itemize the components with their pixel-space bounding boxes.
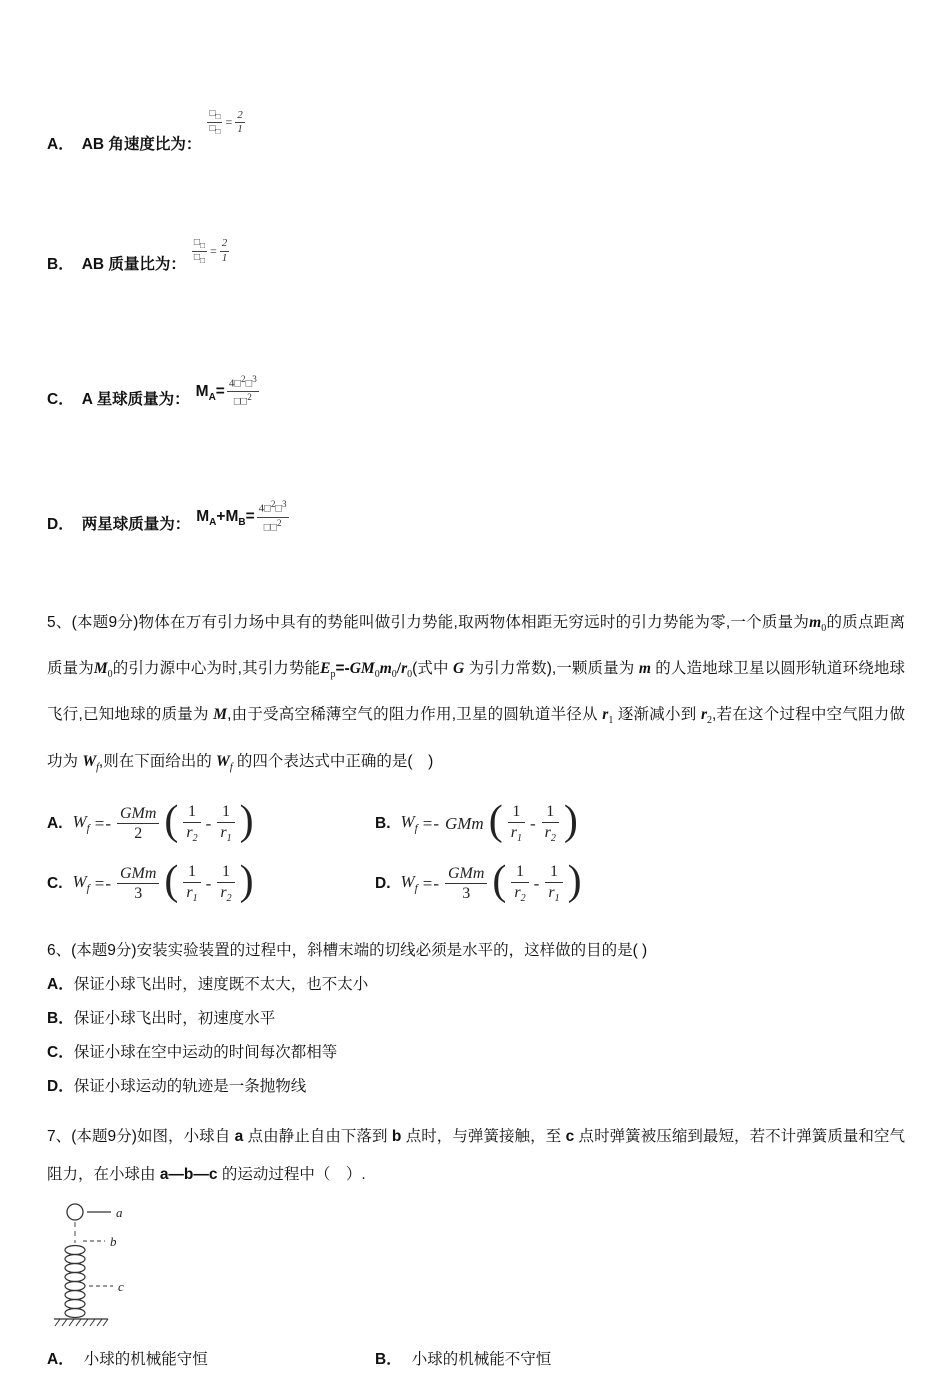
- option-text: 保证小球飞出时，初速度水平: [73, 1009, 276, 1027]
- option-d-total-mass: [47, 477, 905, 543]
- ratio-formula: $□_□$ $□_□$ = $\frac{2}{1}$: [193, 236, 228, 266]
- q5-option-d: [375, 854, 582, 914]
- option-label: A．: [47, 136, 74, 153]
- question-7-text: 7、(本题9分)如图，小球自 a 点由静止自由下落到 b 点时，与弹簧接触，至 c 点时弹簧被压缩到最短，若不计弹簧质量和空气阻力，在小球由 a—b—c 的运动过程中（ ）.: [47, 1127, 906, 1183]
- mass-formula: $M_A+M_B=$ $\frac{4□^2□^3}{□□^2}$: [196, 499, 287, 534]
- option-label: D．: [47, 516, 74, 534]
- option-text: AB 质量比为：: [81, 255, 186, 273]
- option-label: D.: [375, 874, 391, 892]
- wf-formula: $W_f$ =- GMm 3 ( 1 $r_1$ - 1 $r_2$ ): [72, 857, 254, 904]
- point-label-b: b: [110, 1233, 117, 1249]
- question-7-options: [47, 1343, 905, 1373]
- option-a-angular-velocity: [47, 100, 905, 160]
- q6-option-b: B．保证小球飞出时，初速度水平: [47, 1009, 276, 1027]
- question-7: [47, 1118, 905, 1373]
- option-text: 小球的机械能不守恒: [411, 1350, 552, 1368]
- point-label-a: a: [116, 1204, 123, 1220]
- question-5: [47, 603, 905, 913]
- q5-option-b: [375, 794, 578, 854]
- q5-option-c: [47, 854, 375, 914]
- option-text: 小球的机械能守恒: [83, 1350, 208, 1368]
- question-6: [47, 934, 905, 1104]
- point-label-c: c: [118, 1278, 124, 1294]
- option-text: A 星球质量为：: [81, 390, 190, 408]
- q7-option-b: B． 小球的机械能不守恒: [375, 1343, 551, 1373]
- wf-formula: $W_f$ =- GMm ( 1 $r_1$ - 1 $r_2$ ): [400, 797, 578, 844]
- option-c-mass-a: [47, 352, 905, 418]
- option-text: 保证小球运动的轨迹是一条抛物线: [73, 1077, 307, 1095]
- q5-option-a: [47, 794, 375, 854]
- question-5-options-row-1: [47, 794, 905, 854]
- option-label: B．: [47, 255, 74, 273]
- option-b-mass-ratio: [47, 220, 905, 280]
- spring-icon: [65, 1245, 85, 1317]
- question-5-options-row-2: [47, 854, 905, 914]
- spring-ball-diagram: [53, 1200, 203, 1328]
- option-label: C．: [47, 390, 74, 408]
- option-text: 保证小球飞出时，速度既不太大，也不太小: [73, 975, 369, 993]
- q6-option-d: D．保证小球运动的轨迹是一条抛物线: [47, 1077, 307, 1095]
- q7-option-a: A． 小球的机械能守恒: [47, 1343, 375, 1373]
- ratio-formula: $□_□$ $□_□$ = $\frac{2}{1}$: [209, 108, 243, 137]
- q6-option-c: C．保证小球在空中运动的时间每次都相等: [47, 1043, 338, 1061]
- question-4-options: [47, 0, 905, 543]
- option-text: AB 角速度比为：: [81, 136, 202, 153]
- q6-option-a: A．保证小球飞出时，速度既不太大，也不太小: [47, 975, 369, 993]
- question-5-text: 5、(本题9分)物体在万有引力场中具有的势能叫做引力势能,取两物体相距无穷远时的引力势能为零,一个质量为$m_0$的质点距离质量为$M_0$的引力源中心为时,其引力势能$E_p=-GM_0m_0/r_0$(式中 G 为引力常数),一颗质量为 m 的人造地球卫星以圆形轨道环绕地球飞行,已知地球的质量为 M,由于受高空稀薄空气的阻力作用,卫星的圆轨道半径从 $r_1$ 逐渐减小到 $r_2$,若在这个过程中空气阻力做功为 $W_f$,则在下面给出的 $W_f$ 的四个表达式中正确的是( ): [47, 614, 905, 773]
- wf-formula: $W_f$ =- GMm 3 ( 1 $r_2$ - 1 $r_1$ ): [400, 857, 582, 904]
- wf-formula: $W_f$ =- GMm 2 ( 1 $r_2$ - 1 $r_1$ ): [72, 797, 254, 844]
- option-label: A.: [47, 814, 63, 832]
- option-text: 两星球质量为：: [81, 516, 191, 534]
- option-label: C.: [47, 874, 63, 892]
- ground-hatch: [55, 1319, 108, 1326]
- spring-ball-figure: [53, 1200, 905, 1333]
- option-text: 保证小球在空中运动的时间每次都相等: [73, 1043, 338, 1061]
- question-6-text: 6、(本题9分)安装实验装置的过程中，斜槽末端的切线必须是水平的，这样做的目的是( ): [47, 941, 648, 959]
- option-label: B.: [375, 814, 391, 832]
- mass-formula: $M_A=$ $\frac{4□^2□^3}{□□^2}$: [195, 373, 257, 408]
- ball-icon: [67, 1204, 83, 1220]
